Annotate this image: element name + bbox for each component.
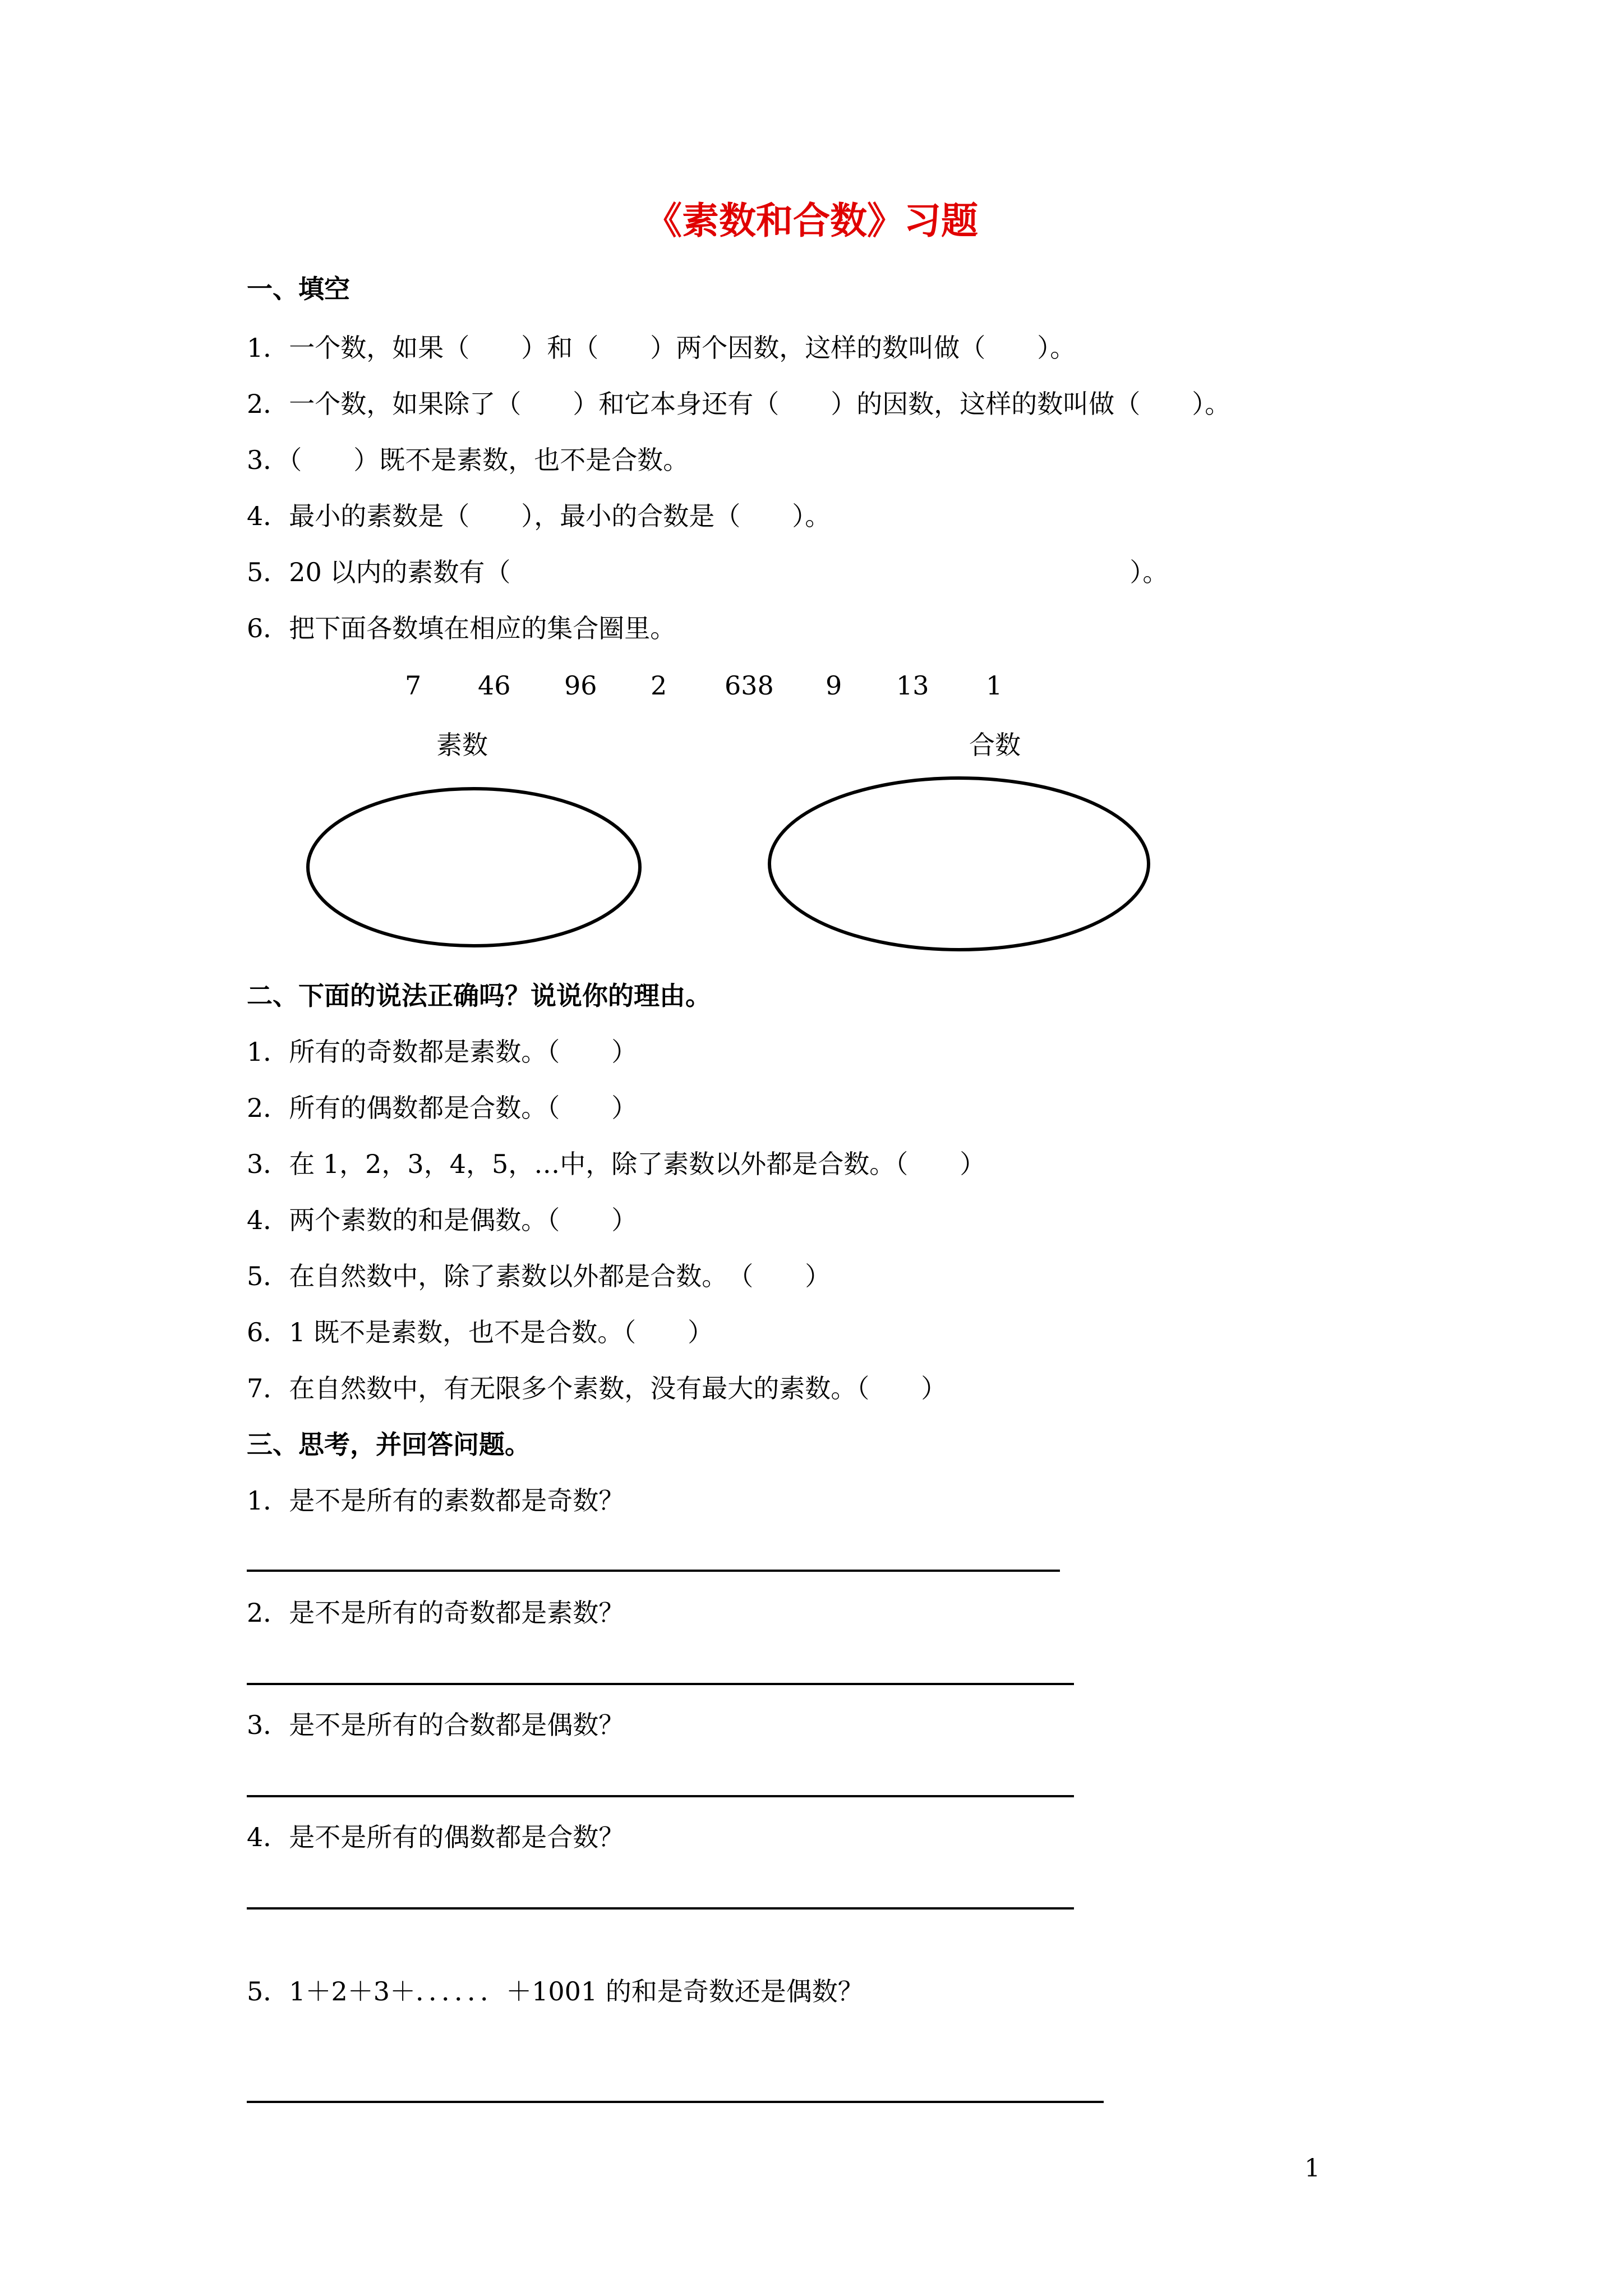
thinking-question-2: 2．是不是所有的奇数都是素数？ xyxy=(247,1598,625,1628)
answer-line-3[interactable] xyxy=(247,1795,1074,1797)
answer-line-2[interactable] xyxy=(247,1683,1074,1685)
number-9: 9 xyxy=(826,670,842,701)
thinking-question-1: 1．是不是所有的素数都是奇数？ xyxy=(247,1485,625,1516)
fill-blank-question-4: 4．最小的素数是（ ），最小的合数是（ ）。 xyxy=(247,501,831,531)
prime-set-label: 素数 xyxy=(436,730,488,760)
number-1: 1 xyxy=(986,670,1003,701)
true-false-statement-6: 6．1 既不是素数，也不是合数。（ ） xyxy=(247,1317,714,1347)
answer-line-5[interactable] xyxy=(247,2101,1104,2103)
true-false-statement-2: 2．所有的偶数都是合数。（ ） xyxy=(247,1093,638,1123)
number-96: 96 xyxy=(564,670,597,701)
section-3-heading: 三、思考，并回答问题。 xyxy=(247,1429,531,1460)
thinking-question-3: 3．是不是所有的合数都是偶数？ xyxy=(247,1710,625,1740)
fill-blank-question-2: 2．一个数，如果除了（ ）和它本身还有（ ）的因数，这样的数叫做（ ）。 xyxy=(247,389,1231,419)
set-circles xyxy=(303,769,1155,959)
true-false-statement-7: 7．在自然数中，有无限多个素数，没有最大的素数。（ ） xyxy=(247,1373,947,1404)
prime-set-circle[interactable] xyxy=(308,789,640,946)
page-number: 1 xyxy=(1304,2154,1320,2183)
thinking-question-5: 5．1＋2＋3＋．．．．．．＋1001 的和是奇数还是偶数？ xyxy=(247,1976,864,2007)
fill-blank-question-6: 6．把下面各数填在相应的集合圈里。 xyxy=(247,613,676,643)
number-46: 46 xyxy=(478,670,511,701)
fill-blank-question-5: 5．20 以内的素数有（ ）。 xyxy=(247,557,1169,587)
number-7: 7 xyxy=(405,670,422,701)
answer-line-1[interactable] xyxy=(247,1570,1060,1572)
composite-set-circle[interactable] xyxy=(769,778,1149,950)
true-false-statement-4: 4．两个素数的和是偶数。（ ） xyxy=(247,1205,638,1235)
number-638: 638 xyxy=(725,670,774,701)
true-false-statement-3: 3．在 1，2，3，4，5，…中，除了素数以外都是合数。（ ） xyxy=(247,1149,986,1179)
thinking-question-4: 4．是不是所有的偶数都是合数？ xyxy=(247,1822,625,1852)
true-false-statement-1: 1．所有的奇数都是素数。（ ） xyxy=(247,1037,638,1067)
number-13: 13 xyxy=(896,670,929,701)
composite-set-label: 合数 xyxy=(969,730,1021,760)
number-2: 2 xyxy=(651,670,667,701)
fill-blank-question-3: 3．（ ）既不是素数，也不是合数。 xyxy=(247,445,689,475)
section-1-heading: 一、填空 xyxy=(247,274,350,304)
section-2-heading: 二、下面的说法正确吗？说说你的理由。 xyxy=(247,981,711,1011)
answer-line-4[interactable] xyxy=(247,1907,1074,1910)
worksheet-title: 《素数和合数》习题 xyxy=(645,199,978,242)
true-false-statement-5: 5．在自然数中，除了素数以外都是合数。 （ ） xyxy=(247,1261,831,1291)
fill-blank-question-1: 1．一个数，如果（ ）和（ ）两个因数，这样的数叫做（ ）。 xyxy=(247,333,1076,363)
